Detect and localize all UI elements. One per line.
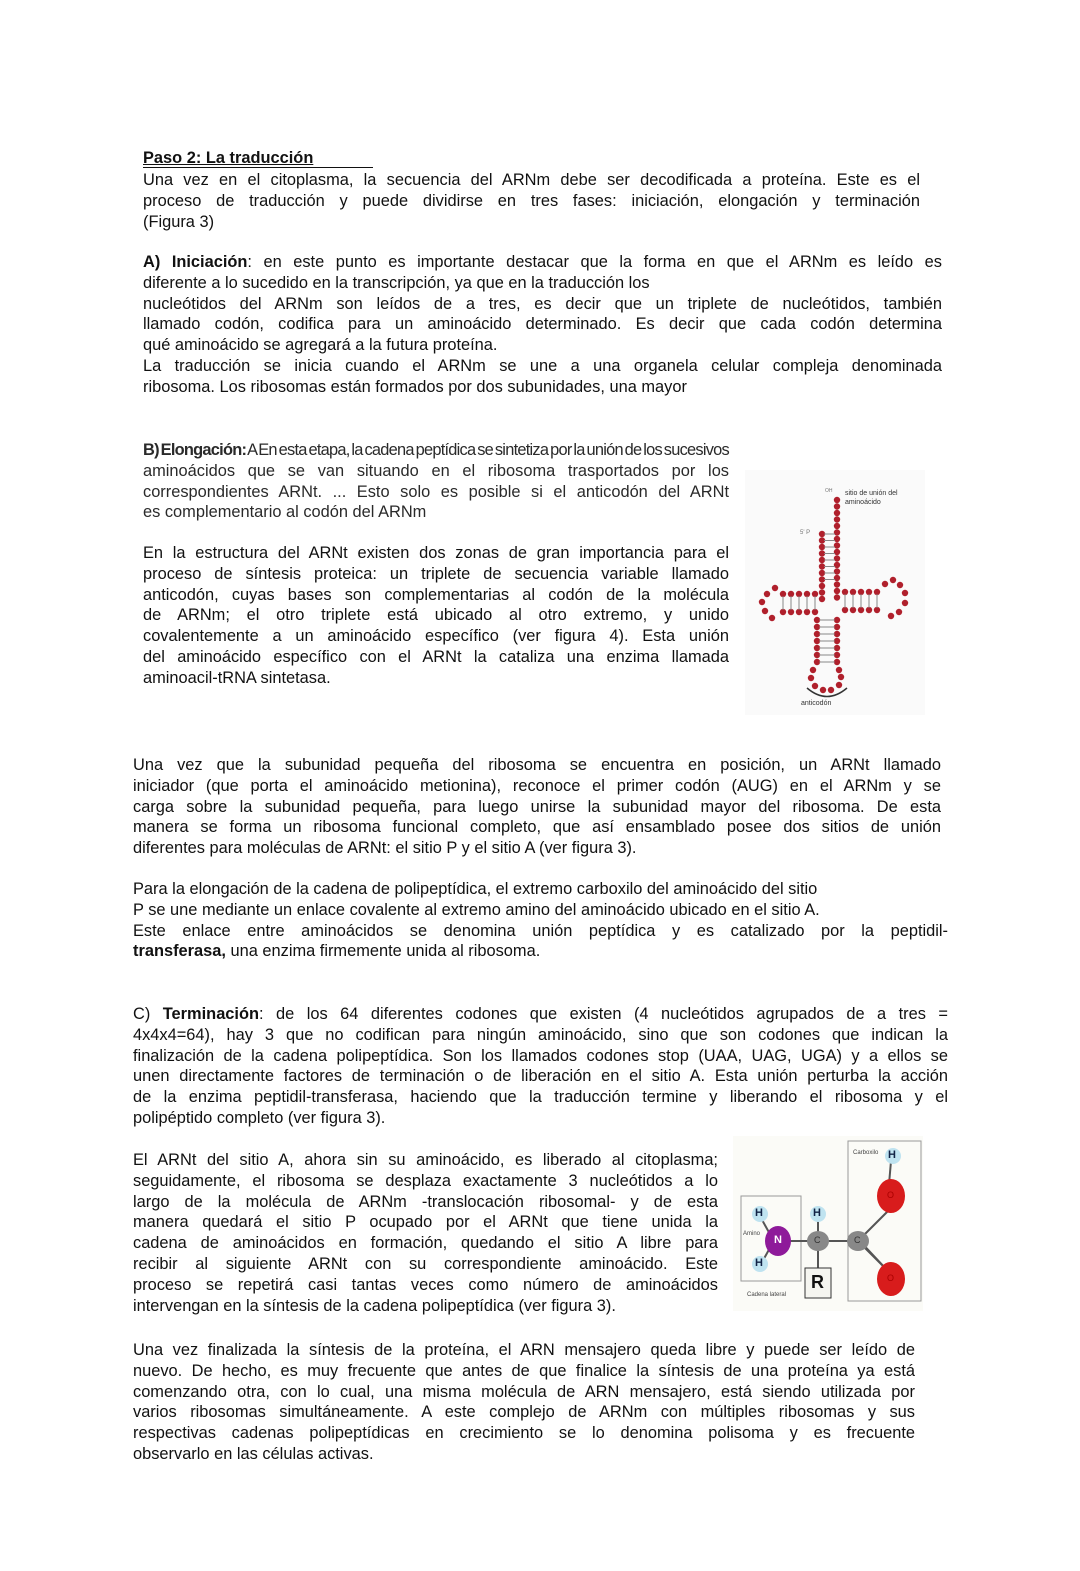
text-line <box>133 1108 948 1129</box>
line-text: : en este punto es importante destacar que la forma en que el ARNm es leído es <box>247 253 942 271</box>
nucleotide-dot <box>819 583 825 589</box>
nucleotide-dot <box>769 615 775 621</box>
line-text: seguidamente, el ribosoma se desplaza exactamente 3 nucleótidos a lo <box>133 1171 718 1190</box>
text-line <box>143 461 729 482</box>
line-text: varios ribosomas simultáneamente. A este complejo de ARNm con múltiples ribosomas y sus <box>133 1403 915 1422</box>
line-text: proceso se repetirá casi tantas veces como número de aminoácidos <box>133 1275 718 1294</box>
nucleotide-dot <box>759 599 765 605</box>
text-line <box>133 1025 948 1046</box>
text-line <box>143 543 729 564</box>
nucleotide-dot <box>834 510 840 516</box>
nucleotide-dot <box>834 581 840 587</box>
paragraph-elongacion <box>143 440 729 523</box>
text-line <box>133 1171 718 1192</box>
text-line <box>133 776 941 797</box>
text-line <box>133 1192 718 1213</box>
nucleotide-dot <box>834 588 840 594</box>
nucleotide-dot <box>836 667 842 673</box>
nucleotide-dot <box>764 591 770 597</box>
text-line <box>133 921 948 942</box>
text-line <box>143 668 729 689</box>
text-line <box>143 191 920 212</box>
line-text: observarlo en las células activas. <box>133 1444 374 1463</box>
paragraph-arnt-sitio-a <box>133 1150 718 1316</box>
line-text: 4x4x4=64), hay 3 que no codifican para ningún aminoácido, sino que son codones que indican la <box>133 1025 948 1044</box>
nucleotide-dot <box>836 682 842 688</box>
nucleotide-dot <box>897 582 903 588</box>
text-line <box>133 1402 915 1423</box>
text-line <box>133 1150 718 1171</box>
line-text: aminoácidos que se van situando en el ribosoma trasportados por los <box>143 461 729 480</box>
text-line <box>133 1212 718 1233</box>
text-line <box>133 1340 915 1361</box>
nucleotide-dot <box>772 585 778 591</box>
text-line <box>143 335 942 356</box>
nucleotide-dot <box>810 667 816 673</box>
carbon-atom: C <box>814 1235 821 1245</box>
nucleotide-dot <box>834 562 840 568</box>
bold-term: A) Iniciación <box>143 253 248 271</box>
nucleotide-dot <box>890 577 896 583</box>
line-text: diferentes para moléculas de ARNt: el sitio P y el sitio A (ver figura 3). <box>133 839 637 858</box>
line-text: proceso de traducción y puede dividirse en tres fases: iniciación, elongación y terminación <box>143 191 920 210</box>
oxygen-atom: O <box>887 1273 895 1283</box>
line-text: La traducción se inicia cuando el ARNm se une a una organela celular compleja denominada <box>143 356 942 375</box>
line-text: intervengan en la síntesis de la cadena polipeptídica (ver figura 3). <box>133 1296 616 1315</box>
nucleotide-dot <box>834 516 840 522</box>
text-line <box>133 1382 915 1403</box>
text-line <box>133 1254 718 1275</box>
text-line <box>143 273 942 294</box>
line-text: Una vez que la subunidad pequeña del ribosoma se encuentra en posición, un ARNt llamado <box>133 756 941 774</box>
anticodon-label: anticodón <box>801 700 832 707</box>
nucleotide-dot <box>762 608 768 614</box>
line-text: carga sobre la subunidad pequeña, para luego unirse la subunidad mayor del ribosoma. De esta <box>133 797 941 816</box>
line-text: Este enlace entre aminoácidos se denomina unión peptídica y es catalizado por la peptidil- <box>133 921 948 940</box>
nucleotide-dot <box>828 687 834 693</box>
text-line <box>143 356 942 377</box>
text-line <box>143 647 729 668</box>
line-text: manera quedará el sitio P ocupado por el ARNt que tiene unida la <box>133 1213 718 1232</box>
trna-figure <box>745 470 925 715</box>
paragraph-polipeptidica <box>133 879 948 962</box>
paragraph-subunidad <box>133 755 941 859</box>
line-text: diferente a lo sucedido en la transcripción, ya que en la traducción los <box>143 273 650 292</box>
text-line <box>133 1233 718 1254</box>
line-text: finalización de la cadena polipeptídica. Son los llamados codones stop (UAA, UAG, UGA) y a ellos se <box>133 1046 948 1065</box>
line-text: del aminoácido específico con el ARNt la cataliza una enzima llamada <box>143 647 729 666</box>
hydrogen-atom: H <box>755 1207 763 1219</box>
line-text: proceso de síntesis proteica: un triplete de secuencia variable llamado <box>143 564 729 583</box>
anticodon-arc <box>807 688 847 697</box>
text-line <box>143 377 942 398</box>
section-heading: Paso 2: La traducción <box>143 148 373 168</box>
text-line <box>143 170 920 191</box>
text-line <box>143 440 729 461</box>
nucleotide-dot <box>820 687 826 693</box>
nucleotide-dot <box>896 609 902 615</box>
nucleotide-dot <box>834 549 840 555</box>
hydrogen-atom: H <box>813 1207 821 1219</box>
nucleotide-dot <box>834 568 840 574</box>
oh-label: OH <box>825 488 833 494</box>
paragraph-arnt-structure <box>143 543 729 689</box>
line-text: nuevo. De hecho, es muy frecuente que antes de que finalice la síntesis de una proteína ya está <box>133 1361 915 1380</box>
text-line <box>133 900 948 921</box>
bold-term: Terminación <box>162 1005 260 1023</box>
text-line <box>133 1066 948 1087</box>
line-text: cadena de aminoácidos en formación, quedando el sitio A libre para <box>133 1234 718 1253</box>
bold-term: transferasa, <box>133 942 226 961</box>
paragraph-iniciacion <box>143 252 942 398</box>
line-text: es complementario al codón del ARNm <box>143 503 427 522</box>
line-text: unen directamente factores de terminación o de liberación en el sitio A. Esta unión perturba la acción <box>133 1067 948 1086</box>
aminoacid-molecule-diagram <box>733 1136 923 1311</box>
text-line <box>143 482 729 503</box>
line-text: C) <box>133 1005 163 1023</box>
nucleotide-dot <box>834 542 840 548</box>
line-text: covalentemente a un aminoácido específico (ver figura 4). Esta unión <box>143 627 729 646</box>
line-text: El ARNt del sitio A, ahora sin su aminoácido, es liberado al citoplasma; <box>133 1151 718 1169</box>
oxygen-atom: O <box>887 1190 895 1200</box>
line-text: En la estructura del ARNt existen dos zonas de gran importancia para el <box>143 544 729 562</box>
line-text: de la enzima peptidil-transferasa, haciendo que la traducción termine y liberando el ribosoma y el <box>133 1088 948 1107</box>
line-text: recibir al siguiente ARNt con su correspondiente aminoácido. Este <box>133 1254 718 1273</box>
line-text: correspondientes ARNt. ... Esto solo es posible si el anticodón del ARNt <box>143 482 729 501</box>
nucleotide-dot <box>902 600 908 606</box>
hydrogen-atom: H <box>755 1257 763 1269</box>
text-line <box>133 1046 948 1067</box>
text-line <box>133 1087 948 1108</box>
line-text: llamado codón, codifica para un aminoácido determinado. Es decir que cada codón determina <box>143 315 942 334</box>
line-text: : de los 64 diferentes codones que existen (4 nucleótidos agrupados de a tres = <box>259 1005 948 1023</box>
nucleotide-dot <box>834 529 840 535</box>
text-line <box>143 502 729 523</box>
hydrogen-atom: H <box>888 1149 896 1161</box>
text-line <box>133 1275 718 1296</box>
line-text: manera se forma un ribosoma funcional completo, que así ensamblado posee dos sitios de unión <box>133 818 941 837</box>
text-line <box>133 838 941 859</box>
carboxyl-label: Carboxilo <box>853 1150 879 1156</box>
line-text: comenzando otra, con lo cual, una misma molécula de ARN mensajero, está siendo utilizada por <box>133 1382 915 1401</box>
nucleotide-dot <box>838 674 844 680</box>
text-line <box>133 1361 915 1382</box>
line-text: Para la elongación de la cadena de polipeptídica, el extremo carboxilo del aminoácido del sitio <box>133 880 818 898</box>
line-text: respectivas cadenas polipeptídicas en crecimiento se lo denomina polisoma y es frecuente <box>133 1424 915 1443</box>
line-text: de ARNm; el otro triplete está ubicado al otro extremo, y unido <box>143 606 729 625</box>
line-text: anticodón, cuyas bases son complementarias al codón de la molécula <box>143 585 729 604</box>
text-line <box>143 605 729 626</box>
text-line <box>133 755 941 776</box>
side-chain-label: Cadena lateral <box>747 1292 787 1298</box>
text-line <box>143 252 942 273</box>
line-text: iniciador (que porta el aminoácido metionina), reconoce el primer codón (AUG) en el ARNm y se <box>133 776 941 795</box>
aminoacid-binding-site-label: sitio de unión del aminoácido <box>845 490 898 506</box>
line-text: Una vez finalizada la síntesis de la proteína, el ARN mensajero queda libre y puede ser leído de <box>133 1341 915 1359</box>
line-text: Una vez en el citoplasma, la secuencia del ARNm debe ser decodificada a proteína. Este es el <box>143 171 920 189</box>
nucleotide-dot <box>902 590 908 596</box>
text-line <box>143 564 729 585</box>
text-line <box>133 1444 915 1465</box>
text-line <box>143 294 942 315</box>
line-text: ribosoma. Los ribosomas están formados por dos subunidades, una mayor <box>143 377 687 396</box>
nucleotide-dot <box>888 613 894 619</box>
amino-label: Amino <box>743 1231 761 1237</box>
nucleotide-dot <box>834 575 840 581</box>
text-line <box>133 1296 718 1317</box>
line-text: (Figura 3) <box>143 212 215 231</box>
carbon-atom: C <box>854 1235 861 1245</box>
line-text: nucleótidos del ARNm son leídos de a tres, es decir que un triplete de nucleótidos, también <box>143 294 942 313</box>
nucleotide-dot <box>812 683 818 689</box>
nucleotide-dot <box>834 555 840 561</box>
nucleotide-dot <box>834 503 840 509</box>
nucleotide-dot <box>882 581 888 587</box>
line-text: una enzima firmemente unida al ribosoma. <box>225 942 541 961</box>
text-line <box>133 941 948 962</box>
text-line <box>133 879 948 900</box>
nucleotide-dot <box>819 596 825 602</box>
line-text: largo de la molécula de ARNm -translocación ribosomal- y de esta <box>133 1192 718 1211</box>
line-text: A En esta etapa, la cadena peptídica se sintetiza por la unión de los sucesivos <box>246 441 729 459</box>
bold-term: B) Elongación: <box>143 441 247 459</box>
nucleotide-dot <box>834 536 840 542</box>
nitrogen-atom: N <box>774 1234 782 1246</box>
text-line <box>143 212 920 233</box>
nucleotide-dot <box>834 497 840 503</box>
line-text: qué aminoácido se agregará a la futura proteína. <box>143 336 498 355</box>
text-line <box>143 626 729 647</box>
text-line <box>133 1004 948 1025</box>
aminoacid-structure-figure <box>733 1136 923 1311</box>
line-text: polipéptido completo (ver figura 3). <box>133 1108 386 1127</box>
line-text: P se une mediante un enlace covalente al extremo amino del aminoácido ubicado en el sitio A. <box>133 900 820 919</box>
text-line <box>143 585 729 606</box>
paragraph-polisoma <box>133 1340 915 1465</box>
nucleotide-dot <box>834 594 840 600</box>
text-line <box>133 817 941 838</box>
nucleotide-dot <box>834 523 840 529</box>
nucleotide-dot <box>808 675 814 681</box>
five-prime-label: 5' P <box>800 530 811 536</box>
text-line <box>143 314 942 335</box>
text-line <box>133 1423 915 1444</box>
nucleotide-dot <box>819 589 825 595</box>
line-text: aminoacil-tRNA sintetasa. <box>143 668 331 687</box>
paragraph-intro <box>143 170 920 232</box>
r-group: R <box>811 1272 824 1292</box>
paragraph-terminacion <box>133 1004 948 1129</box>
text-line <box>133 797 941 818</box>
